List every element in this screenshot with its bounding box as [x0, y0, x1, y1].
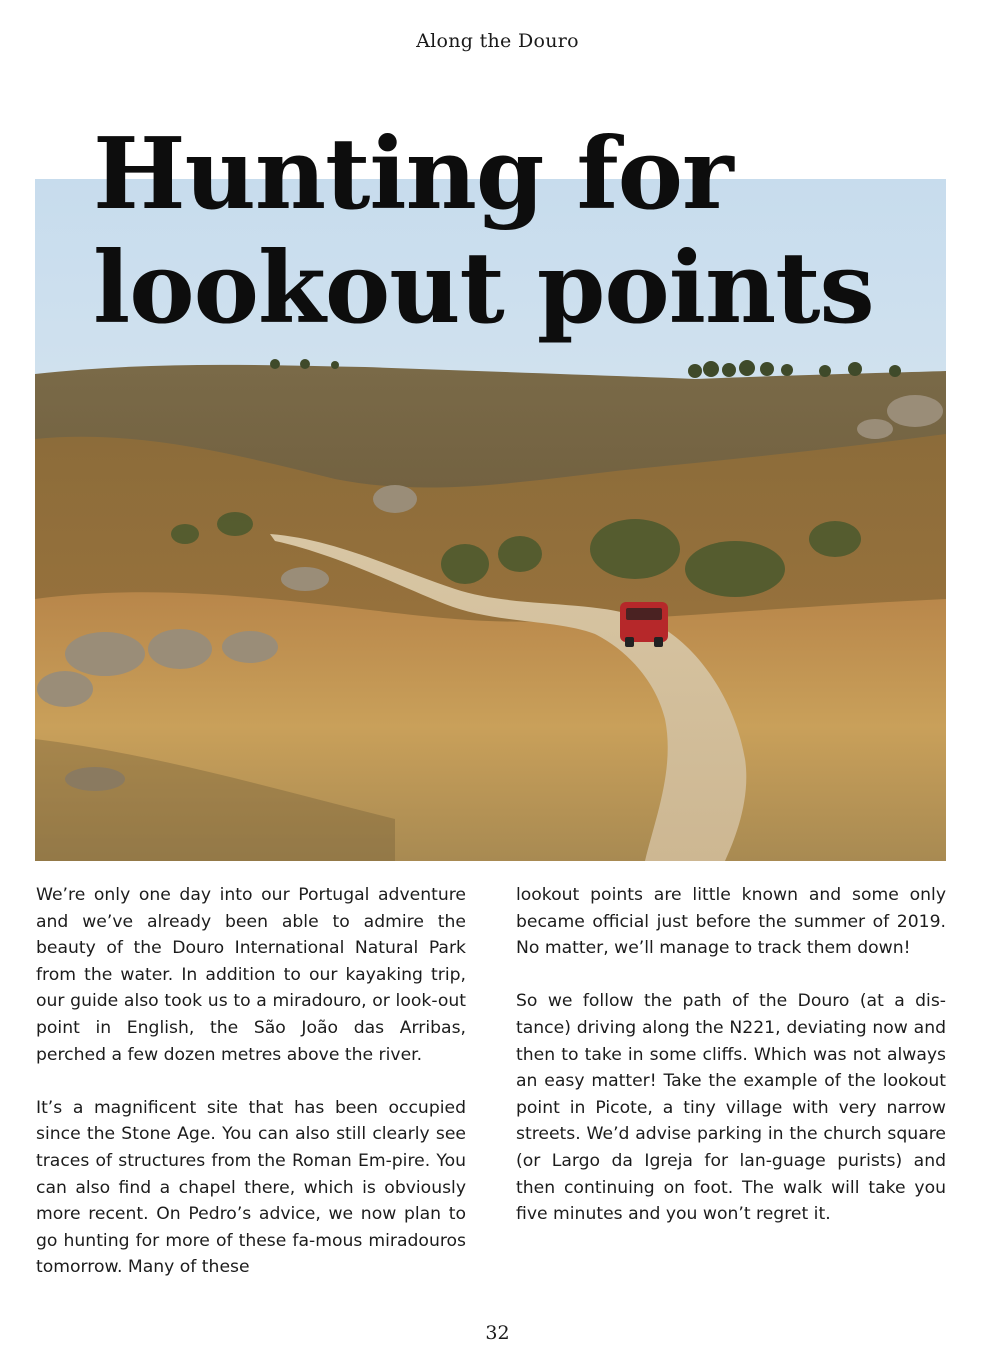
article-title — [93, 118, 874, 346]
title-line-2: lookout points — [93, 231, 874, 346]
title-line-1: Hunting for — [93, 117, 733, 232]
page-number: 32 — [485, 1322, 510, 1344]
text-column-left — [36, 882, 466, 1308]
paragraph: So we follow the path of the Douro (at a dis-tance) driving along the N221, deviating now and then to take in some cliffs. Which was not always an easy matter! Take the example of the lookout point in Picote, a tiny village with very narrow streets. We’d advise parking in the church square (or Largo da Igreja for lan-guage purists) and then continuing on foot. The walk will take you five minutes and you won’t regret it. — [516, 991, 946, 1225]
paragraph: We’re only one day into our Portugal adventure and we’ve already been able to admire the beauty of the Douro International Natural Park from the water. In addition to our kayaking trip, our guide also took us to a miradouro, or look-out point in English, the São João das Arribas, perched a few dozen metres above the river. — [36, 885, 466, 1065]
running-header: Along the Douro — [416, 30, 579, 52]
text-column-right — [516, 882, 946, 1254]
paragraph: lookout points are little known and some only became official just before the summer of 2019. No matter, we’ll manage to track them down! — [516, 885, 946, 959]
paragraph: It’s a magnificent site that has been occupied since the Stone Age. You can also still clearly see traces of structures from the Roman Em-pire. You can also find a chapel there, which is obviously more recent. On Pedro’s advice, we now plan to go hunting for more of these fa-mous miradouros tomorrow. Many of these — [36, 1097, 466, 1278]
